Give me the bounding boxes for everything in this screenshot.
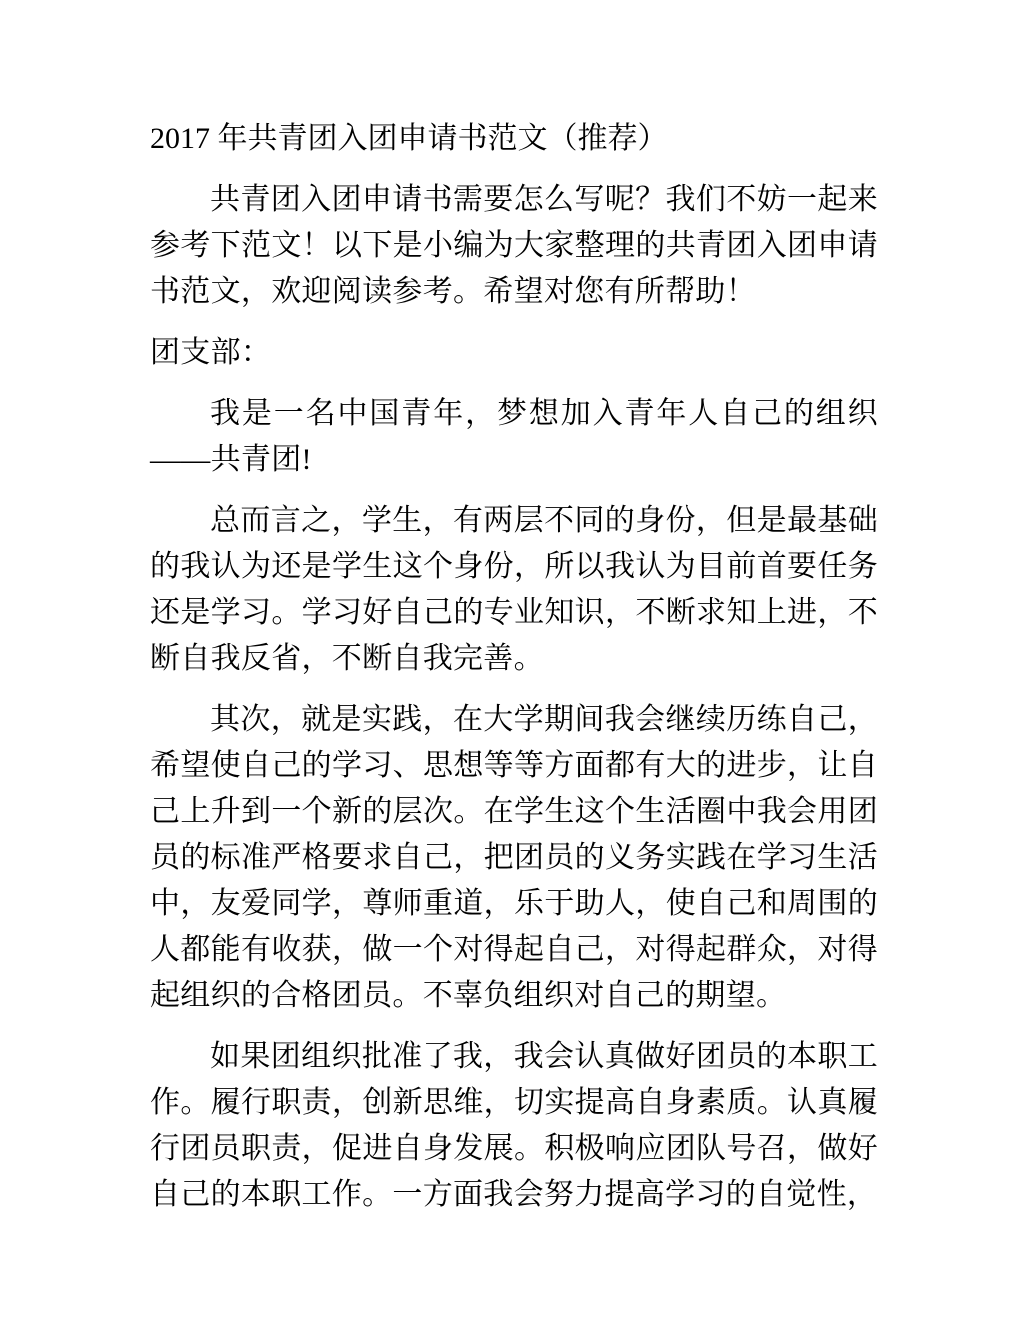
- document-title: 2017 年共青团入团申请书范文（推荐）: [150, 122, 668, 155]
- body-paragraph-2: 总而言之，学生，有两层不同的身份，但是最基础的我认为还是学生这个身份，所以我认为目前首要任务还是学习。学习好自己的专业知识，不断求知上进，不断自我反省，不断自我完善。: [150, 504, 878, 675]
- body-paragraph-1: 我是一名中国青年，梦想加入青年人自己的组织——共青团!: [150, 397, 878, 476]
- salutation-line: 团支部：: [150, 336, 272, 369]
- body-paragraph-4: 如果团组织批准了我，我会认真做好团员的本职工作。履行职责，创新思维，切实提高自身素质。认真履行团员职责，促进自身发展。积极响应团队号召，做好自己的本职工作。一方面我会努力提高学习的自觉性，: [150, 1040, 878, 1211]
- body-paragraph-3: 其次，就是实践，在大学期间我会继续历练自己，希望使自己的学习、思想等等方面都有大的进步，让自己上升到一个新的层次。在学生这个生活圈中我会用团员的标准严格要求自己，把团员的义务实践在学习生活中，友爱同学，尊师重道，乐于助人，使自己和周围的人都能有收获，做一个对得起自己，对得起群众，对得起组织的合格团员。不辜负组织对自己的期望。: [150, 703, 878, 1012]
- intro-paragraph: 共青团入团申请书需要怎么写呢？我们不妨一起来参考下范文！以下是小编为大家整理的共青团入团申请书范文，欢迎阅读参考。希望对您有所帮助！: [150, 183, 878, 308]
